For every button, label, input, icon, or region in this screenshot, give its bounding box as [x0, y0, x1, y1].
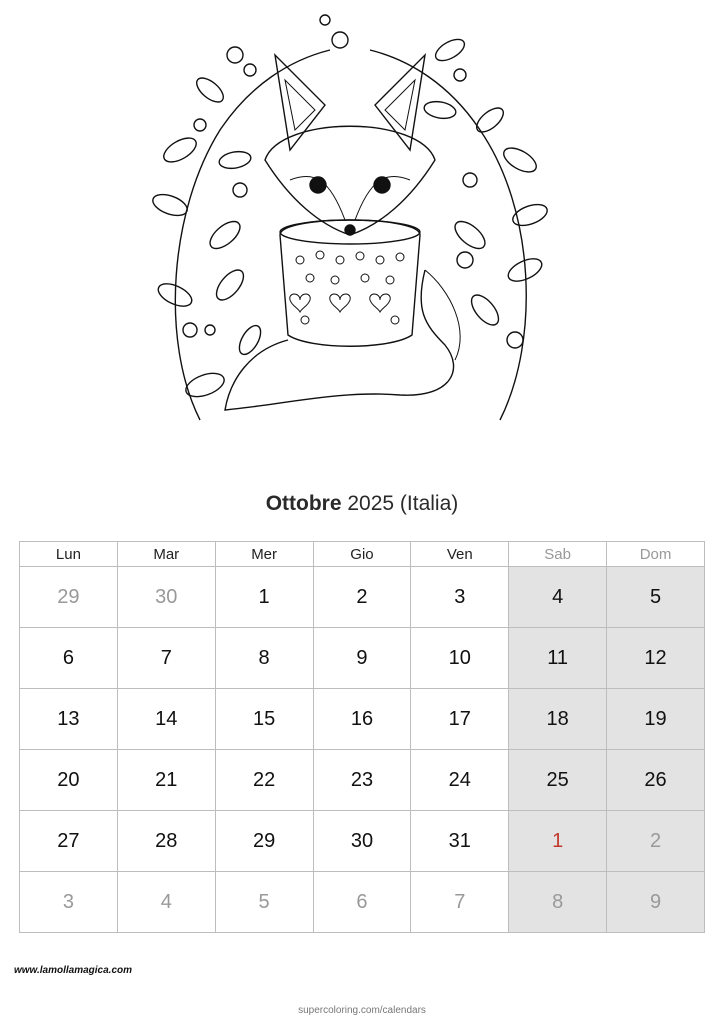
- day-cell: 12: [607, 628, 705, 689]
- month-label: Ottobre: [265, 492, 342, 515]
- day-cell: 9: [313, 628, 411, 689]
- day-cell: 2: [313, 567, 411, 628]
- weekday-header: Ven: [411, 542, 509, 567]
- day-cell: 8: [509, 872, 607, 933]
- day-cell: 31: [411, 811, 509, 872]
- day-cell: 14: [117, 689, 215, 750]
- weekday-header: Lun: [20, 542, 118, 567]
- day-cell: 21: [117, 750, 215, 811]
- weekday-header: Mer: [215, 542, 313, 567]
- day-cell: 11: [509, 628, 607, 689]
- fox-illustration: [140, 10, 560, 440]
- website-mark: www.lamollamagica.com: [14, 965, 133, 976]
- day-cell: 3: [20, 872, 118, 933]
- week-row: [20, 689, 705, 750]
- calendar-grid: [19, 541, 705, 933]
- day-cell: 27: [20, 811, 118, 872]
- day-cell: 7: [117, 628, 215, 689]
- day-cell: 4: [509, 567, 607, 628]
- day-cell: 7: [411, 872, 509, 933]
- day-cell: 20: [20, 750, 118, 811]
- footer-credit: supercoloring.com/calendars: [298, 1005, 426, 1016]
- day-cell: 30: [117, 567, 215, 628]
- day-cell: 19: [607, 689, 705, 750]
- calendar-body: [20, 567, 705, 933]
- year-region-label: 2025 (Italia): [347, 492, 459, 515]
- week-row: [20, 750, 705, 811]
- week-row: [20, 811, 705, 872]
- day-cell: 17: [411, 689, 509, 750]
- day-cell: 1: [509, 811, 607, 872]
- day-cell: 22: [215, 750, 313, 811]
- day-cell: 5: [215, 872, 313, 933]
- weekday-header-row: [20, 542, 705, 567]
- calendar-title: [0, 492, 724, 516]
- day-cell: 16: [313, 689, 411, 750]
- day-cell: 6: [313, 872, 411, 933]
- day-cell: 5: [607, 567, 705, 628]
- day-cell: 29: [20, 567, 118, 628]
- day-cell: 28: [117, 811, 215, 872]
- day-cell: 23: [313, 750, 411, 811]
- day-cell: 29: [215, 811, 313, 872]
- day-cell: 2: [607, 811, 705, 872]
- day-cell: 13: [20, 689, 118, 750]
- day-cell: 1: [215, 567, 313, 628]
- day-cell: 18: [509, 689, 607, 750]
- weekday-header: Sab: [509, 542, 607, 567]
- week-row: [20, 628, 705, 689]
- weekday-header: Mar: [117, 542, 215, 567]
- day-cell: 8: [215, 628, 313, 689]
- week-row: [20, 567, 705, 628]
- day-cell: 4: [117, 872, 215, 933]
- day-cell: 25: [509, 750, 607, 811]
- day-cell: 15: [215, 689, 313, 750]
- day-cell: 26: [607, 750, 705, 811]
- day-cell: 6: [20, 628, 118, 689]
- day-cell: 3: [411, 567, 509, 628]
- day-cell: 30: [313, 811, 411, 872]
- week-row: [20, 872, 705, 933]
- weekday-header: Gio: [313, 542, 411, 567]
- weekday-header: Dom: [607, 542, 705, 567]
- day-cell: 24: [411, 750, 509, 811]
- day-cell: 9: [607, 872, 705, 933]
- day-cell: 10: [411, 628, 509, 689]
